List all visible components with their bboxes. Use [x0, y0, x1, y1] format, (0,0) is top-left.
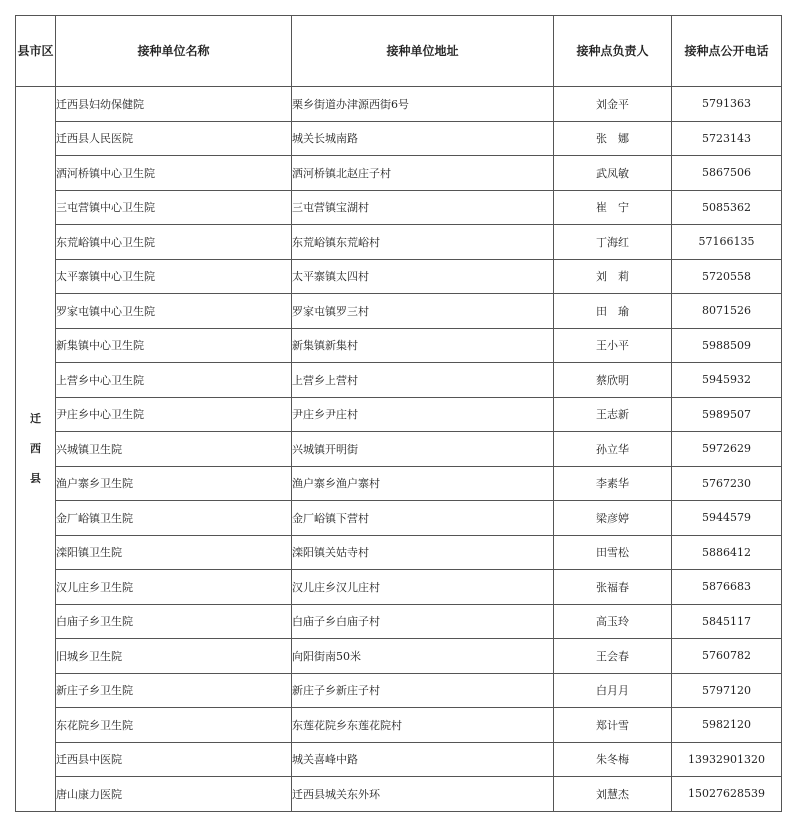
unit-address-cell: 尹庄乡尹庄村	[292, 397, 554, 432]
table-row	[16, 294, 782, 329]
person-in-charge-cell: 张 娜	[554, 121, 672, 156]
unit-address-cell: 滦阳镇关姑寺村	[292, 535, 554, 570]
public-phone-cell: 5723143	[672, 121, 782, 156]
unit-name-cell: 新庄子乡卫生院	[56, 673, 292, 708]
unit-name-cell: 兴城镇卫生院	[56, 432, 292, 467]
table-row	[16, 535, 782, 570]
unit-name-cell: 旧城乡卫生院	[56, 639, 292, 674]
header-unit-address: 接种单位地址	[292, 16, 554, 87]
vaccination-sites-table	[15, 15, 782, 812]
public-phone-cell: 5720558	[672, 259, 782, 294]
person-in-charge-cell: 丁海红	[554, 225, 672, 260]
unit-name-cell: 金厂峪镇卫生院	[56, 501, 292, 536]
unit-address-cell: 迁西县城关东外环	[292, 777, 554, 812]
person-in-charge-cell: 高玉玲	[554, 604, 672, 639]
unit-name-cell: 渔户寨乡卫生院	[56, 466, 292, 501]
table-row	[16, 190, 782, 225]
public-phone-cell: 5767230	[672, 466, 782, 501]
public-phone-cell: 5760782	[672, 639, 782, 674]
unit-name-cell: 上营乡中心卫生院	[56, 363, 292, 398]
unit-name-cell: 迁西县人民医院	[56, 121, 292, 156]
unit-address-cell: 上营乡上营村	[292, 363, 554, 398]
public-phone-cell: 57166135	[672, 225, 782, 260]
unit-name-cell: 洒河桥镇中心卫生院	[56, 156, 292, 191]
unit-address-cell: 兴城镇开明街	[292, 432, 554, 467]
public-phone-cell: 5085362	[672, 190, 782, 225]
public-phone-cell: 5845117	[672, 604, 782, 639]
person-in-charge-cell: 田 瑜	[554, 294, 672, 329]
unit-address-cell: 金厂峪镇下营村	[292, 501, 554, 536]
header-person-in-charge: 接种点负责人	[554, 16, 672, 87]
unit-name-cell: 唐山康力医院	[56, 777, 292, 812]
unit-name-cell: 滦阳镇卫生院	[56, 535, 292, 570]
person-in-charge-cell: 王小平	[554, 328, 672, 363]
public-phone-cell: 5945932	[672, 363, 782, 398]
unit-address-cell: 汉儿庄乡汉儿庄村	[292, 570, 554, 605]
table-row	[16, 225, 782, 260]
header-public-phone: 接种点公开电话	[672, 16, 782, 87]
unit-address-cell: 东荒峪镇东荒峪村	[292, 225, 554, 260]
unit-address-cell: 三屯营镇宝湖村	[292, 190, 554, 225]
person-in-charge-cell: 崔 宁	[554, 190, 672, 225]
table-body	[16, 87, 782, 812]
unit-address-cell: 白庙子乡白庙子村	[292, 604, 554, 639]
public-phone-cell: 5944579	[672, 501, 782, 536]
unit-name-cell: 尹庄乡中心卫生院	[56, 397, 292, 432]
table-row	[16, 363, 782, 398]
person-in-charge-cell: 朱冬梅	[554, 742, 672, 777]
unit-address-cell: 栗乡街道办津源西街6号	[292, 87, 554, 122]
table-row	[16, 328, 782, 363]
unit-address-cell: 新集镇新集村	[292, 328, 554, 363]
county-char: 西	[30, 441, 41, 455]
public-phone-cell: 5797120	[672, 673, 782, 708]
public-phone-cell: 5791363	[672, 87, 782, 122]
person-in-charge-cell: 刘金平	[554, 87, 672, 122]
header-unit-name: 接种单位名称	[56, 16, 292, 87]
unit-name-cell: 新集镇中心卫生院	[56, 328, 292, 363]
public-phone-cell: 5886412	[672, 535, 782, 570]
table-row	[16, 156, 782, 191]
unit-address-cell: 渔户寨乡渔户寨村	[292, 466, 554, 501]
unit-address-cell: 向阳街南50米	[292, 639, 554, 674]
unit-name-cell: 太平寨镇中心卫生院	[56, 259, 292, 294]
unit-address-cell: 城关长城南路	[292, 121, 554, 156]
header-row	[16, 16, 782, 87]
unit-name-cell: 三屯营镇中心卫生院	[56, 190, 292, 225]
table-row	[16, 87, 782, 122]
public-phone-cell: 13932901320	[672, 742, 782, 777]
person-in-charge-cell: 刘 莉	[554, 259, 672, 294]
unit-address-cell: 罗家屯镇罗三村	[292, 294, 554, 329]
unit-name-cell: 迁西县中医院	[56, 742, 292, 777]
person-in-charge-cell: 武凤敏	[554, 156, 672, 191]
table-row	[16, 121, 782, 156]
unit-name-cell: 迁西县妇幼保健院	[56, 87, 292, 122]
unit-address-cell: 洒河桥镇北赵庄子村	[292, 156, 554, 191]
public-phone-cell: 5876683	[672, 570, 782, 605]
public-phone-cell: 5982120	[672, 708, 782, 743]
person-in-charge-cell: 梁彦婷	[554, 501, 672, 536]
public-phone-cell: 8071526	[672, 294, 782, 329]
person-in-charge-cell: 孙立华	[554, 432, 672, 467]
unit-address-cell: 城关喜峰中路	[292, 742, 554, 777]
table-row	[16, 570, 782, 605]
person-in-charge-cell: 李素华	[554, 466, 672, 501]
unit-name-cell: 罗家屯镇中心卫生院	[56, 294, 292, 329]
table-row	[16, 742, 782, 777]
table-row	[16, 708, 782, 743]
unit-name-cell: 汉儿庄乡卫生院	[56, 570, 292, 605]
person-in-charge-cell: 郑计雪	[554, 708, 672, 743]
header-county: 县市区	[16, 16, 56, 87]
person-in-charge-cell: 蔡欣明	[554, 363, 672, 398]
table-row	[16, 466, 782, 501]
public-phone-cell: 5989507	[672, 397, 782, 432]
table-row	[16, 639, 782, 674]
table-row	[16, 604, 782, 639]
person-in-charge-cell: 白月月	[554, 673, 672, 708]
public-phone-cell: 5867506	[672, 156, 782, 191]
unit-address-cell: 太平寨镇太四村	[292, 259, 554, 294]
unit-name-cell: 东荒峪镇中心卫生院	[56, 225, 292, 260]
table-row	[16, 673, 782, 708]
person-in-charge-cell: 刘慧杰	[554, 777, 672, 812]
unit-name-cell: 白庙子乡卫生院	[56, 604, 292, 639]
county-char: 迁	[30, 411, 41, 425]
county-cell	[16, 87, 56, 812]
table-row	[16, 397, 782, 432]
person-in-charge-cell: 张福春	[554, 570, 672, 605]
table-row	[16, 259, 782, 294]
unit-address-cell: 新庄子乡新庄子村	[292, 673, 554, 708]
county-char: 县	[30, 471, 41, 485]
person-in-charge-cell: 王志新	[554, 397, 672, 432]
public-phone-cell: 5988509	[672, 328, 782, 363]
table-row	[16, 432, 782, 467]
unit-name-cell: 东花院乡卫生院	[56, 708, 292, 743]
unit-address-cell: 东莲花院乡东莲花院村	[292, 708, 554, 743]
person-in-charge-cell: 田雪松	[554, 535, 672, 570]
table-row	[16, 777, 782, 812]
public-phone-cell: 5972629	[672, 432, 782, 467]
person-in-charge-cell: 王会春	[554, 639, 672, 674]
table-row	[16, 501, 782, 536]
public-phone-cell: 15027628539	[672, 777, 782, 812]
